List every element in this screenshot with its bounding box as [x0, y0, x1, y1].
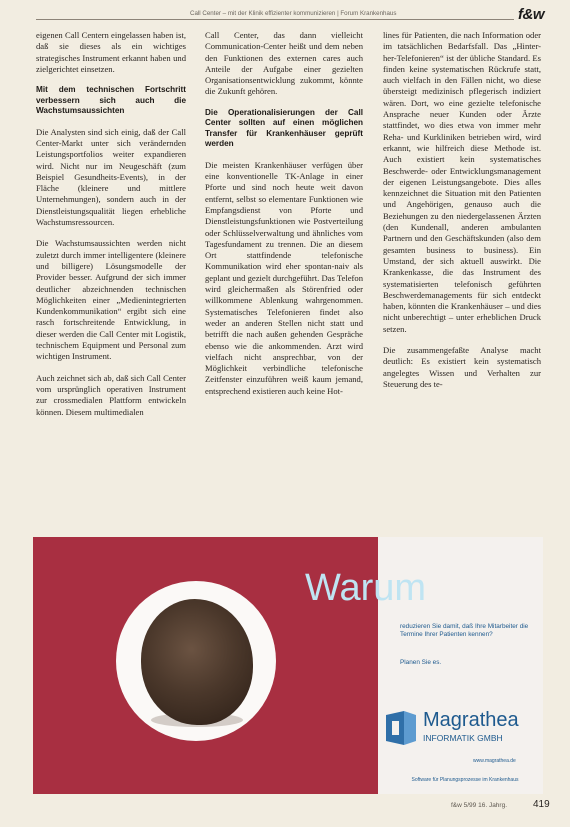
section-heading: Mit dem technischen Fortschritt verbessern sich auch die Wachstumsaussichten: [36, 85, 186, 116]
running-title: Call Center – mit der Klinik effizienter kommunizieren | Forum Krankenhaus: [190, 10, 397, 17]
ad-brand-name: Magrathea: [423, 709, 519, 731]
paragraph: lines für Patienten, die nach Information oder im tatsächlichen Bedarfsfall. Das „Hinter-her-Telefonieren“ ist der übliche Standard. Es finden keine systematischen Rückrufe statt, auch vielfach in den Fällen nicht, wo diese übersteigt medizinisch pflegerisch indiziert wären. Dort, wo eine gezielte telefonische Ansprache neuer Kunden oder Ärzte stattfindet, wo dies etwa von immer mehr Reha- und Kurkliniken betrieben wird, wird erkannt, wie hilfreich diese Methode ist. Auch existiert kein systematisches Beschwerde- oder Entwicklungsmanagement der eigenen Leistungsangebote. Dies alles kennzeichnet die Situation mit den Patienten und Angehörigen, genauso auch die Beziehungen zu den niedergelassenen Ärzten (den Kundenall, anderen ambulanten Partnern und den Geschäftskunden (also dem gesamten business to business). Ein Umstand, der sich aktuell auswirkt. Die Krankenkasse, die das Instrument des systematisierten telefonisch geführten Beschwerdemanagements für sich entdeckt haben, könnten die Krankenhäuser – und dies nicht unberechtigt – unter erheblichen Druck setzen.: [383, 30, 541, 334]
ad-copy-secondary: Planen Sie es.: [400, 659, 442, 666]
page-number: 419: [533, 799, 550, 810]
header-rule: [36, 19, 514, 20]
ad-headline: Warum: [305, 567, 427, 609]
paragraph: Call Center, das dann vielleicht Communication-Center heißt und dem neben den Funktionen des externen cares auch Anteile der Aufgabe einer gezielten Organisationsentwicklung zukommt, könnte die Zukunft gehören.: [205, 30, 363, 97]
paragraph: Die Analysten sind sich einig, daß der Call Center-Markt unter sich verändernden Leistungsportfolios weiter expandieren wird. Nicht nur im Neugeschäft (zum Beispiel Gesundheits-Events), in der Fläche (kleinere und mittlere Unternehmungen), sondern auch in der Dienstleistungsqualität liegen erhebliche Wachstumsressourcen.: [36, 126, 186, 228]
ad-brand-subtitle: INFORMATIK GMBH: [423, 733, 503, 743]
paragraph: eigenen Call Centern eingelassen haben ist, daß sie dieses als ein wichtiges strategisches Instrument erkannt haben und zielgerichtet einsetzen.: [36, 30, 186, 74]
advertisement: [33, 537, 543, 794]
ad-url: www.magrathea.de: [473, 758, 516, 764]
article-column-2: [205, 30, 363, 407]
issue-info: f&w 5/99 16. Jahrg.: [451, 802, 508, 809]
paragraph: Die zusammengefaßte Analyse macht deutlich: Es existiert kein systematisch angelegtes Wissen und Verhalten zur Steuerung des te-: [383, 345, 541, 389]
article-column-1: [36, 30, 186, 428]
ad-copy: reduzieren Sie damit, daß Ihre Mitarbeiter die Termine Ihrer Patienten kennen?: [400, 623, 529, 638]
paragraph: Auch zeichnet sich ab, daß sich Call Center vom ursprünglich operativen Instrument zur crossmedialen Plattform entwickeln können. Diesem multimedialen: [36, 372, 186, 417]
paragraph: Die meisten Krankenhäuser verfügen über eine konventionelle TK-Anlage in einer Pforte und sind noch heute weit davon entfernt, selbst so elementare Funktionen wie Empfangsdienst von Pforte und Dienstleistungsfunktionen wie Postverteilung oder Schlüsselverwaltung und ähnliches vom Tagesfundament zu trennen. Die an diesem Ort stattfindende telefonische Kommunikation wird eher spontan-naiv als geplant und gezielt durchgeführt. Das Telefon wird gleichermaßen als Störenfried oder willkommene Ablenkung wahrgenommen. Systematisches Telefonieren findet also weder an anderen Stellen nicht statt und betrifft die nach außen gehenden Gespräche ebenso wie die ankommenden. Arzt wird vielfach nicht ansprechbar, von der Möglichkeit verbindliche telefonische Zeitfenster einzuführen weiß kaum jemand, entsprechend existieren auch keine Hot-: [205, 159, 363, 396]
journal-logo: f&w: [518, 6, 544, 23]
paragraph: Die Wachstumsaussichten werden nicht zuletzt durch immer intelligentere (kleinere und billigere) Lösungsmodelle der Provider besser. Aufgrund der sich immer deutlicher abzeichnenden technischen Möglichkeiten einer „Medienintegrierten Kundenkommunikation“ ergibt sich eine rasch fortschreitende Entwicklung, in dieser werden die Call Center mit Logistik, technischem Equipment und Personal zum wichtigen Instrument.: [36, 238, 186, 362]
section-heading: Die Operationalisierungen der Call Center sollten auf einen möglichen Transfer für Krankenhäuser geprüft werden: [205, 107, 363, 149]
page-header: [0, 0, 570, 24]
magrathea-logo-icon: [384, 709, 418, 747]
ad-head-photo: [141, 599, 253, 725]
article-column-3: [383, 30, 541, 400]
ad-tagline: Software für Planungsprozesse im Krankenhaus: [411, 777, 519, 783]
